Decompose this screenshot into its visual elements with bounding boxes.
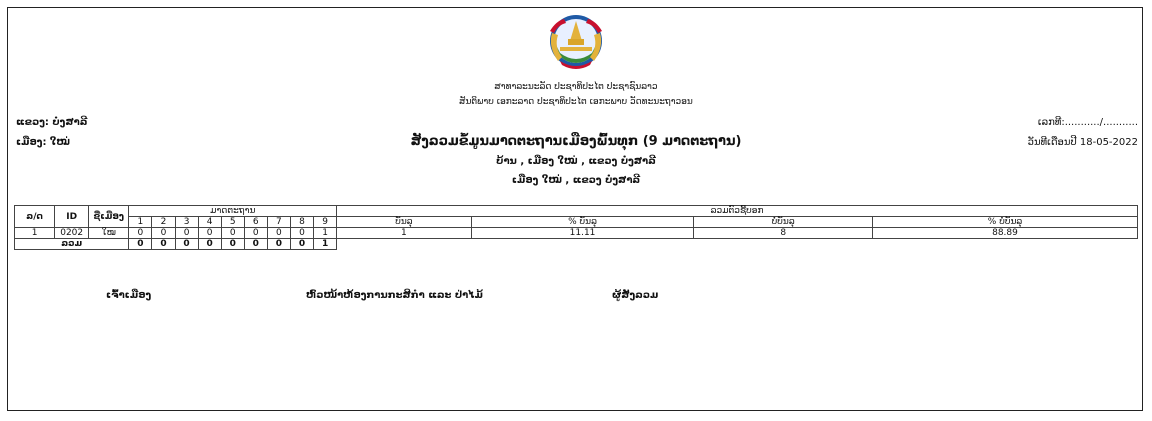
table-header-row-2	[15, 217, 1138, 228]
cell-standard: 0	[175, 228, 198, 239]
summary-header-not-achieved: ບໍ່ບັນລຸ	[694, 217, 873, 228]
summary-header-achieved-pct: % ບັນລຸ	[471, 217, 694, 228]
header-standards: ມາດຕະຖານ	[129, 206, 337, 217]
report-subtitle-2: ເມືອງ ໃໝ່ , ແຂວງ ບໍ່ງສາລີ	[511, 175, 641, 186]
table-row	[15, 228, 1138, 239]
republic-line: ສາທາລະນະລັດ ປະຊາທິປະໄຕ ປະຊາຊົນລາວ	[494, 82, 658, 92]
total-standard: 0	[152, 239, 175, 250]
cell-not-achieved-pct: 88.89	[873, 228, 1138, 239]
standard-number: 9	[313, 217, 336, 228]
standards-table	[14, 205, 1138, 250]
cell-achieved: 1	[337, 228, 471, 239]
header-district: ຊື່ເມືອງ	[89, 206, 129, 228]
document-date: ວັນທີເດືອນປີ 18-05-2022	[1027, 137, 1138, 148]
table-header-row-1	[15, 206, 1138, 217]
cell-district: ໃໝ	[89, 228, 129, 239]
cell-standard: 0	[198, 228, 221, 239]
cell-standard: 0	[267, 228, 290, 239]
total-label: ລວມ	[15, 239, 129, 250]
motto-line: ສັນຕິພາບ ເອກະລາດ ປະຊາທິປະໄຕ ເອກະພາບ ວັດທະນະຖາວອນ	[459, 97, 693, 107]
cell-standard: 0	[221, 228, 244, 239]
cell-no: 1	[15, 228, 55, 239]
standard-number: 7	[267, 217, 290, 228]
signature-agri-head: ຫົວໜ້າຫ້ອງການກະສິກຳ ແລະ ປ່າໄມ້	[306, 290, 483, 301]
standard-number: 8	[290, 217, 313, 228]
cell-achieved-pct: 11.11	[471, 228, 694, 239]
total-standard: 0	[267, 239, 290, 250]
cell-standard: 1	[313, 228, 336, 239]
cell-standard: 0	[152, 228, 175, 239]
cell-not-achieved: 8	[694, 228, 873, 239]
total-standard: 0	[129, 239, 152, 250]
summary-header-not-achieved-pct: % ບໍ່ບັນລຸ	[873, 217, 1138, 228]
cell-id: 0202	[55, 228, 89, 239]
cell-standard: 0	[290, 228, 313, 239]
total-summary-empty	[337, 239, 1138, 250]
national-emblem-icon	[546, 11, 606, 71]
signature-compiler: ຜູ້ສັງລວມ	[612, 290, 659, 301]
standard-number: 4	[198, 217, 221, 228]
signature-governor: ເຈົ້າເມືອງ	[106, 290, 152, 301]
cell-standard: 0	[244, 228, 267, 239]
document-number: ເລກທີ:.........../...........	[1037, 117, 1138, 128]
summary-header-achieved: ບັນລຸ	[337, 217, 471, 228]
header-id: ID	[55, 206, 89, 228]
report-subtitle-1: ບ້ານ , ເມືອງ ໃໝ່ , ແຂວງ ບໍ່ງສາລີ	[496, 156, 656, 167]
table-total-row	[15, 239, 1138, 250]
standard-number: 2	[152, 217, 175, 228]
cell-standard: 0	[129, 228, 152, 239]
standard-number: 5	[221, 217, 244, 228]
total-standard: 0	[290, 239, 313, 250]
standard-number: 1	[129, 217, 152, 228]
total-standard: 0	[244, 239, 267, 250]
header-summary: ລວມຕົວຊີ້ບອກ	[337, 206, 1138, 217]
report-title: ສັງລວມຂໍ້ມູນມາດຕະຖານເມືອງພົ້ນທຸກ (9 ມາດຕະຖານ)	[410, 134, 742, 149]
total-standard: 0	[175, 239, 198, 250]
standard-number: 3	[175, 217, 198, 228]
total-standard: 0	[221, 239, 244, 250]
total-standard: 0	[198, 239, 221, 250]
standard-number: 6	[244, 217, 267, 228]
district-label: ເມືອງ: ໃໝ່	[16, 137, 71, 148]
province-label: ແຂວງ: ບໍ່ງສາລີ	[16, 117, 88, 128]
total-standard: 1	[313, 239, 336, 250]
header-no: ລ/ດ	[15, 206, 55, 228]
